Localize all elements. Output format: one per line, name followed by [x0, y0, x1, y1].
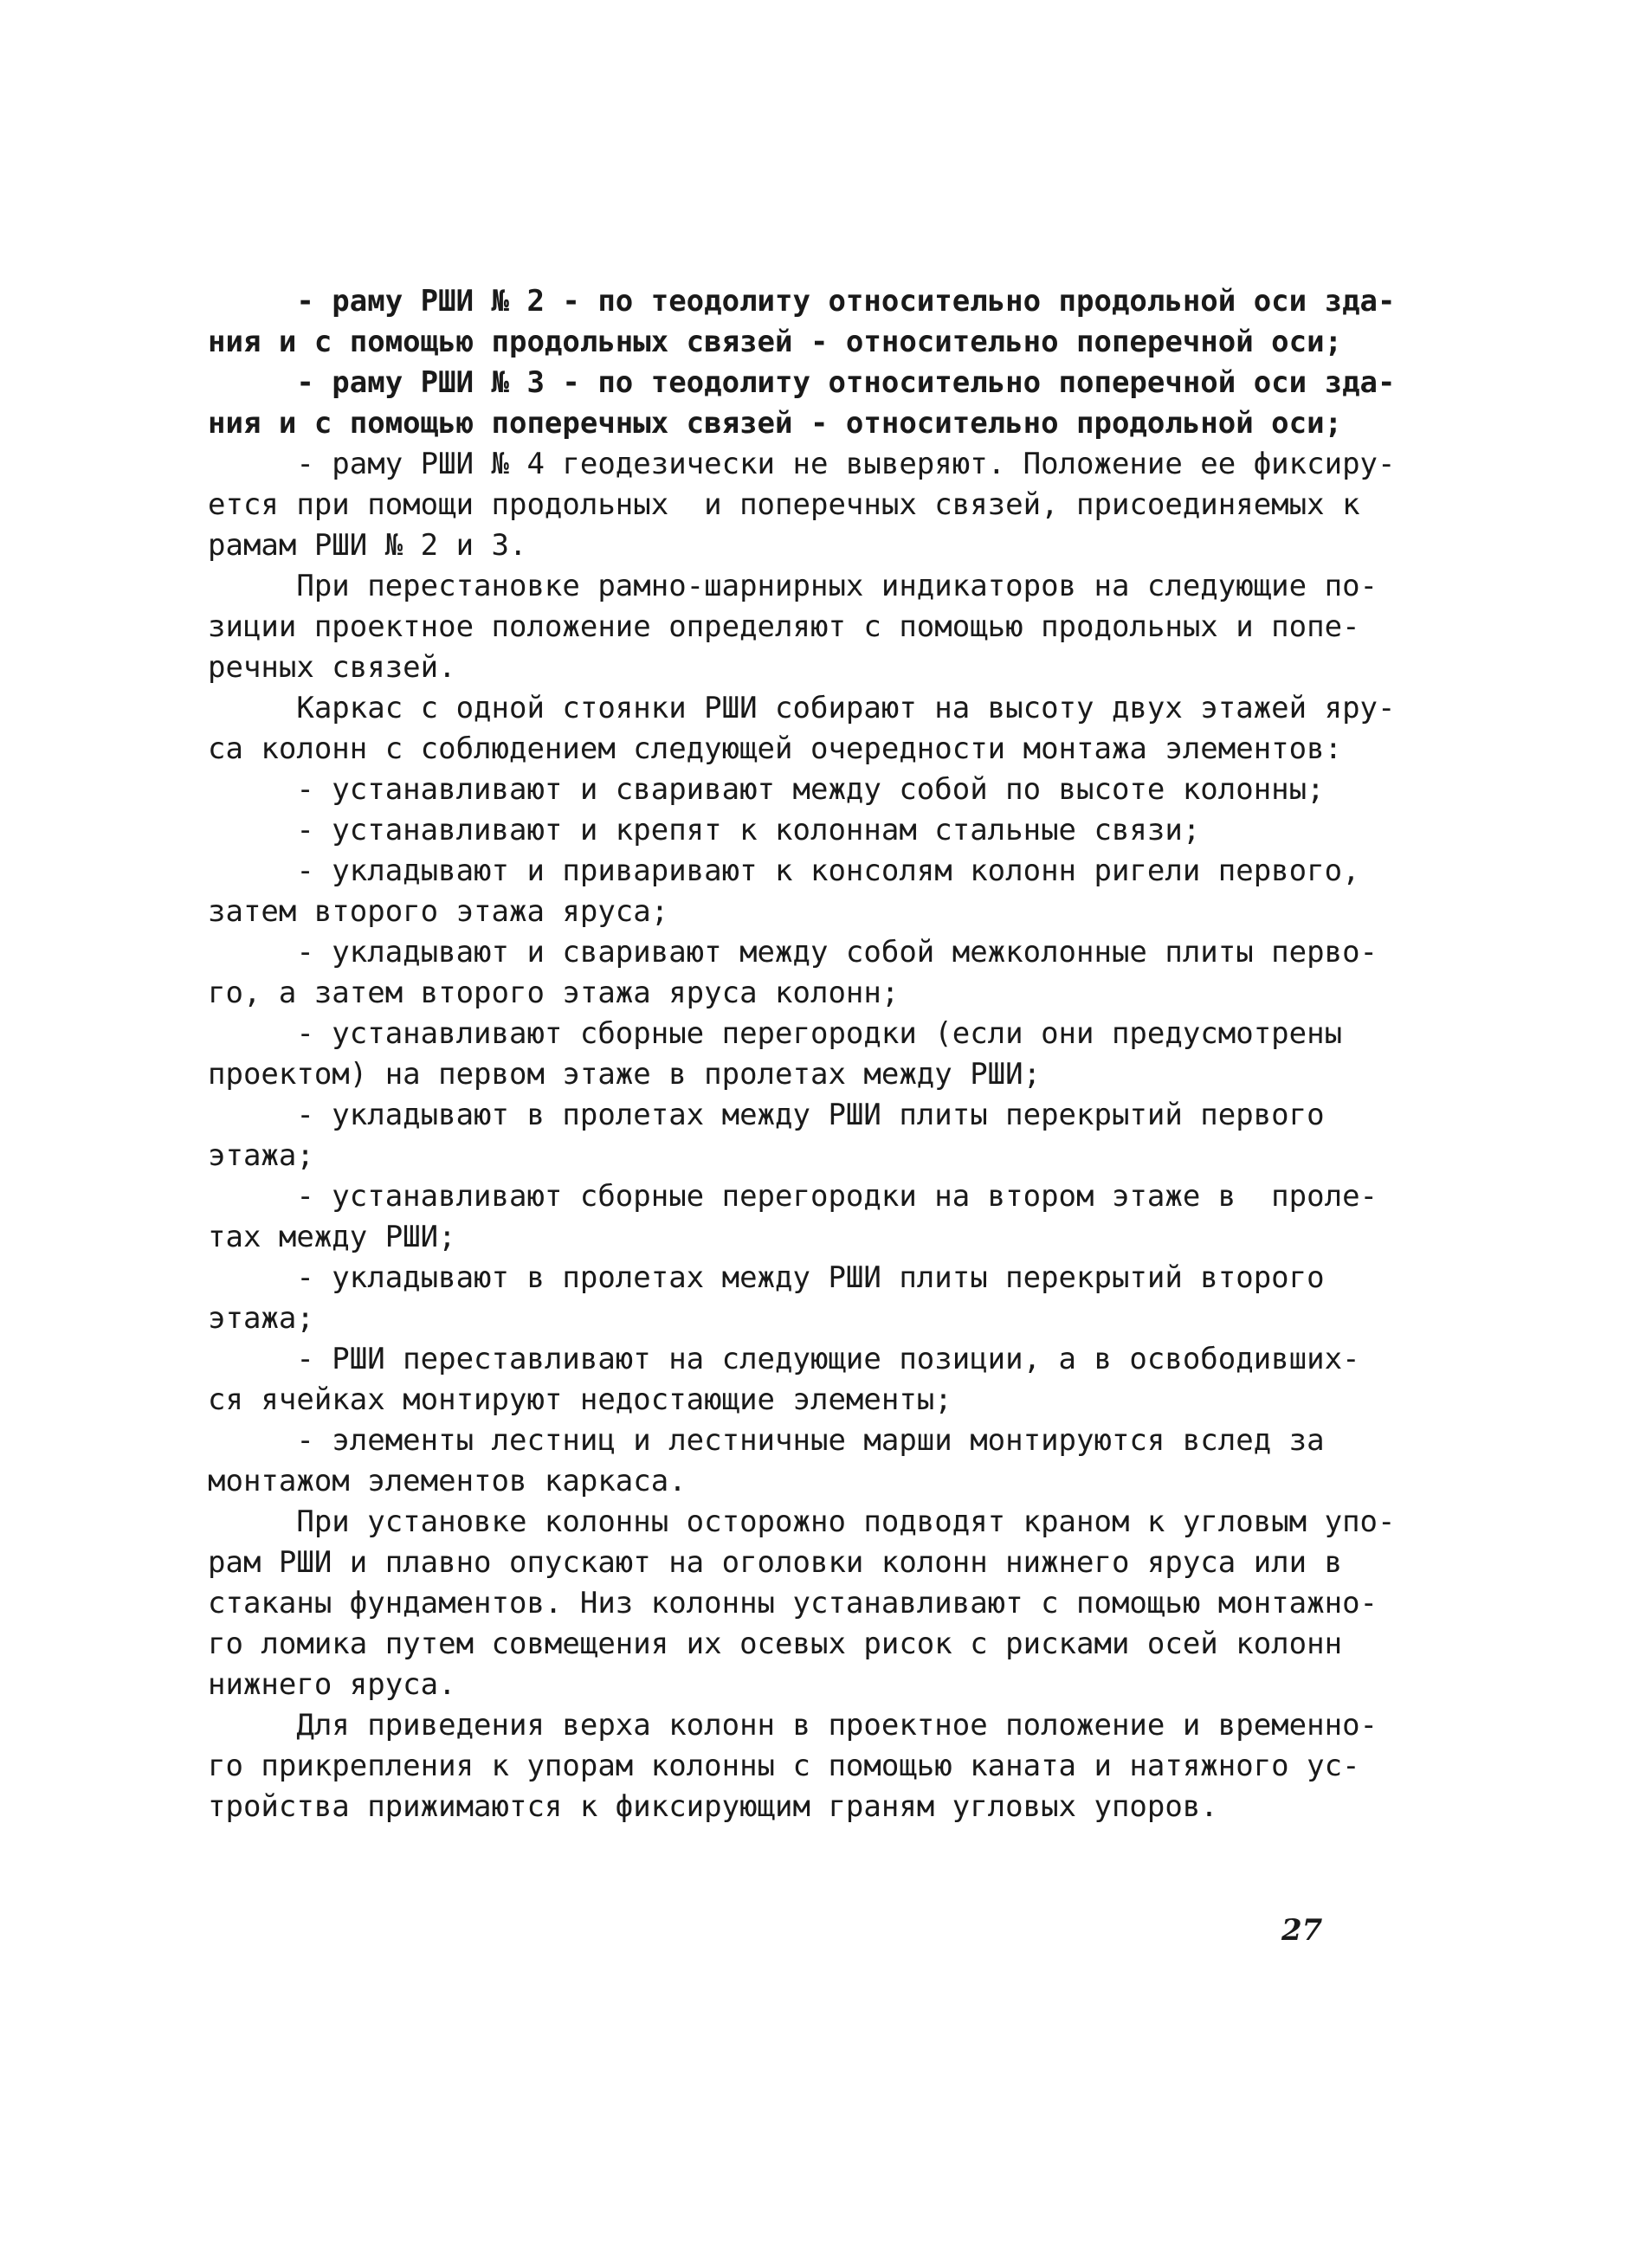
text-line: этажа; — [208, 1301, 314, 1336]
text-line: - раму РШИ № 4 геодезически не выверяют. Положение ее фиксиру- — [208, 447, 1396, 481]
text-line: - укладывают и приваривают к консолям колонн ригели первого, — [208, 854, 1360, 888]
text-line: ния и с помощью продольных связей - относительно поперечной оси; — [208, 325, 1343, 359]
text-line: При установке колонны осторожно подводят краном к угловым упо- — [208, 1504, 1396, 1539]
text-line: рамам РШИ № 2 и 3. — [208, 528, 527, 563]
text-line: монтажом элементов каркаса. — [208, 1464, 687, 1498]
page-number: 27 — [1281, 1913, 1323, 1948]
text-line: рам РШИ и плавно опускают на оголовки колонн нижнего яруса или в — [208, 1545, 1343, 1580]
text-line: - РШИ переставливают на следующие позиции, а в освободивших- — [208, 1342, 1360, 1376]
text-line: - устанавливают и сваривают между собой по высоте колонны; — [208, 772, 1325, 807]
text-line: са колонн с соблюдением следующей очередности монтажа элементов: — [208, 731, 1343, 766]
text-line: го ломика путем совмещения их осевых рисок с рисками осей колонн — [208, 1627, 1343, 1661]
text-line: тройства прижимаются к фиксирующим граням угловых упоров. — [208, 1789, 1218, 1824]
text-line: - раму РШИ № 2 - по теодолиту относительно продольной оси зда- — [208, 284, 1396, 319]
text-line: - укладывают и сваривают между собой межколонные плиты перво- — [208, 935, 1378, 970]
text-line: ния и с помощью поперечных связей - относительно продольной оси; — [208, 406, 1343, 441]
text-line: - устанавливают сборные перегородки на втором этаже в проле- — [208, 1179, 1378, 1214]
text-line: затем второго этажа яруса; — [208, 894, 669, 929]
text-line: При перестановке рамно-шарнирных индикаторов на следующие по- — [208, 569, 1378, 603]
text-line: - укладывают в пролетах между РШИ плиты перекрытий второго — [208, 1260, 1325, 1295]
text-line: - устанавливают и крепят к колоннам стальные связи; — [208, 813, 1201, 847]
text-line: - устанавливают сборные перегородки (если они предусмотрены — [208, 1016, 1343, 1051]
text-line: зиции проектное положение определяют с помощью продольных и попе- — [208, 609, 1360, 644]
text-line: - элементы лестниц и лестничные марши монтируются вслед за — [208, 1423, 1325, 1458]
text-line: Каркас с одной стоянки РШИ собирают на высоту двух этажей яру- — [208, 691, 1396, 725]
text-line: тах между РШИ; — [208, 1220, 456, 1254]
text-line: речных связей. — [208, 650, 456, 685]
text-line: нижнего яруса. — [208, 1667, 456, 1702]
text-line: проектом) на первом этаже в пролетах между РШИ; — [208, 1057, 1042, 1092]
text-line: го прикрепления к упорам колонны с помощью каната и натяжного ус- — [208, 1749, 1360, 1783]
text-line: - укладывают в пролетах между РШИ плиты перекрытий первого — [208, 1098, 1325, 1132]
text-line: стаканы фундаментов. Низ колонны устанавливают с помощью монтажно- — [208, 1586, 1378, 1620]
text-line: Для приведения верха колонн в проектное положение и временно- — [208, 1708, 1378, 1743]
text-line: этажа; — [208, 1138, 314, 1173]
text-line: - раму РШИ № 3 - по теодолиту относительно поперечной оси зда- — [208, 365, 1396, 400]
text-line: го, а затем второго этажа яруса колонн; — [208, 976, 900, 1010]
text-line: ся ячейках монтируют недостающие элементы; — [208, 1382, 952, 1417]
text-line: ется при помощи продольных и поперечных связей, присоединяемых к — [208, 487, 1360, 522]
body-text — [208, 281, 1396, 1827]
